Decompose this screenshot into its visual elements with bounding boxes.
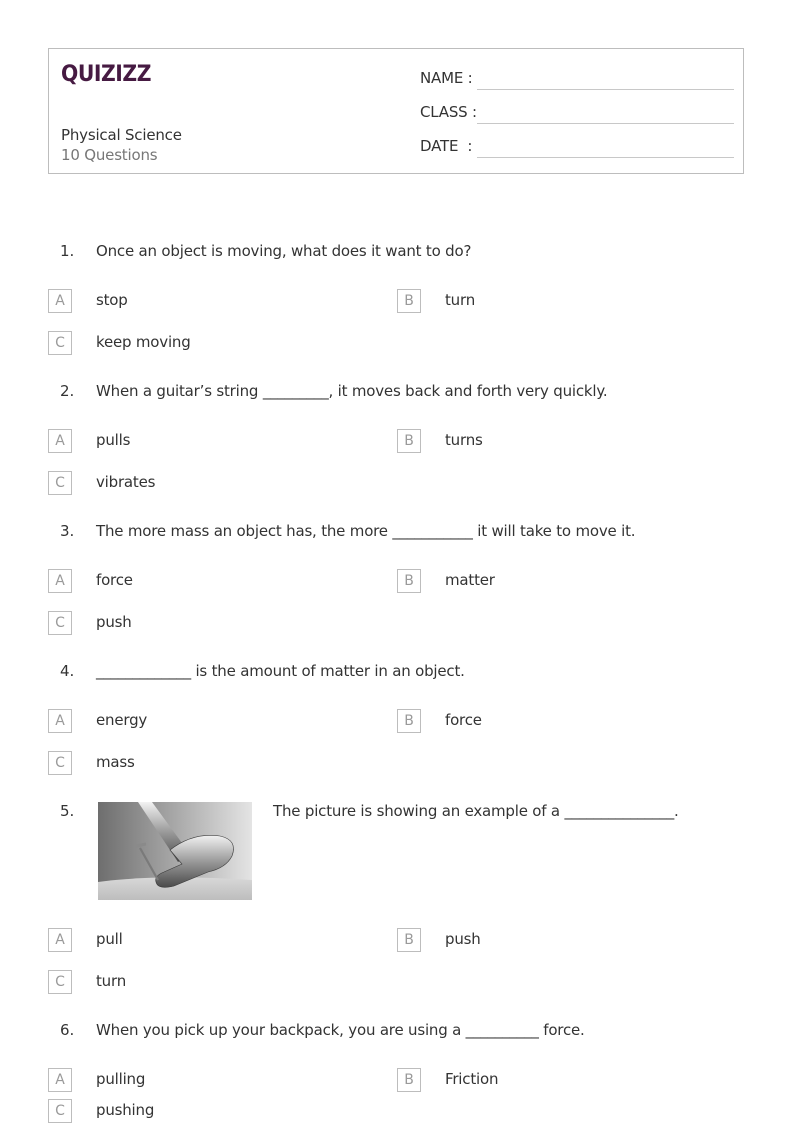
option-text: force bbox=[445, 711, 482, 729]
question-number: 6. bbox=[60, 1021, 75, 1039]
option-text: pulling bbox=[96, 1070, 146, 1088]
question-number: 4. bbox=[60, 662, 75, 680]
option-letter-box: B bbox=[397, 709, 421, 733]
option-text: keep moving bbox=[96, 333, 191, 351]
class-label: CLASS : bbox=[420, 103, 477, 121]
question-text: _____________ is the amount of matter in an object. bbox=[96, 662, 465, 680]
option-text: pushing bbox=[96, 1101, 155, 1119]
name-label: NAME : bbox=[420, 69, 473, 87]
option-letter-box: A bbox=[48, 928, 72, 952]
option-letter-box: A bbox=[48, 569, 72, 593]
date-label: DATE : bbox=[420, 137, 473, 155]
option-letter-box: B bbox=[397, 289, 421, 313]
option-letter-box: C bbox=[48, 331, 72, 355]
option-letter-box: C bbox=[48, 471, 72, 495]
option-letter-box: B bbox=[397, 928, 421, 952]
option-text: force bbox=[96, 571, 133, 589]
question-text: When a guitar’s string _________, it moves back and forth very quickly. bbox=[96, 382, 608, 400]
option-text: push bbox=[445, 930, 481, 948]
option-text: stop bbox=[96, 291, 128, 309]
option-letter-box: A bbox=[48, 429, 72, 453]
class-field[interactable] bbox=[420, 100, 734, 124]
question-text: When you pick up your backpack, you are using a __________ force. bbox=[96, 1021, 585, 1039]
option-letter-box: C bbox=[48, 611, 72, 635]
quizizz-logo bbox=[61, 59, 153, 87]
option-letter-box: B bbox=[397, 1068, 421, 1092]
question-number: 1. bbox=[60, 242, 75, 260]
question-count: 10 Questions bbox=[61, 146, 158, 164]
option-letter-box: A bbox=[48, 289, 72, 313]
worksheet-header bbox=[48, 48, 744, 174]
option-text: turn bbox=[445, 291, 475, 309]
date-field[interactable] bbox=[420, 134, 734, 158]
option-letter-box: B bbox=[397, 429, 421, 453]
option-text: vibrates bbox=[96, 473, 156, 491]
name-line[interactable] bbox=[477, 89, 734, 90]
option-text: mass bbox=[96, 753, 135, 771]
class-line[interactable] bbox=[477, 123, 734, 124]
logo-text: QUIZIZZ bbox=[61, 62, 151, 87]
option-letter-box: B bbox=[397, 569, 421, 593]
question-number: 2. bbox=[60, 382, 75, 400]
question-text: The picture is showing an example of a _______________. bbox=[273, 802, 679, 820]
option-letter-box: C bbox=[48, 751, 72, 775]
option-text: Friction bbox=[445, 1070, 499, 1088]
question-text: Once an object is moving, what does it want to do? bbox=[96, 242, 472, 260]
option-text: push bbox=[96, 613, 132, 631]
question-text: The more mass an object has, the more ___________ it will take to move it. bbox=[96, 522, 636, 540]
option-text: turns bbox=[445, 431, 483, 449]
hammer-pulling-nail-image bbox=[98, 802, 252, 900]
option-letter-box: C bbox=[48, 1099, 72, 1123]
subject-title: Physical Science bbox=[61, 126, 182, 144]
option-letter-box: C bbox=[48, 970, 72, 994]
date-line[interactable] bbox=[477, 157, 734, 158]
option-text: pull bbox=[96, 930, 123, 948]
option-text: turn bbox=[96, 972, 126, 990]
question-number: 5. bbox=[60, 802, 75, 820]
option-letter-box: A bbox=[48, 1068, 72, 1092]
option-text: energy bbox=[96, 711, 148, 729]
option-letter-box: A bbox=[48, 709, 72, 733]
name-field[interactable] bbox=[420, 66, 734, 90]
option-text: pulls bbox=[96, 431, 131, 449]
question-number: 3. bbox=[60, 522, 75, 540]
option-text: matter bbox=[445, 571, 495, 589]
